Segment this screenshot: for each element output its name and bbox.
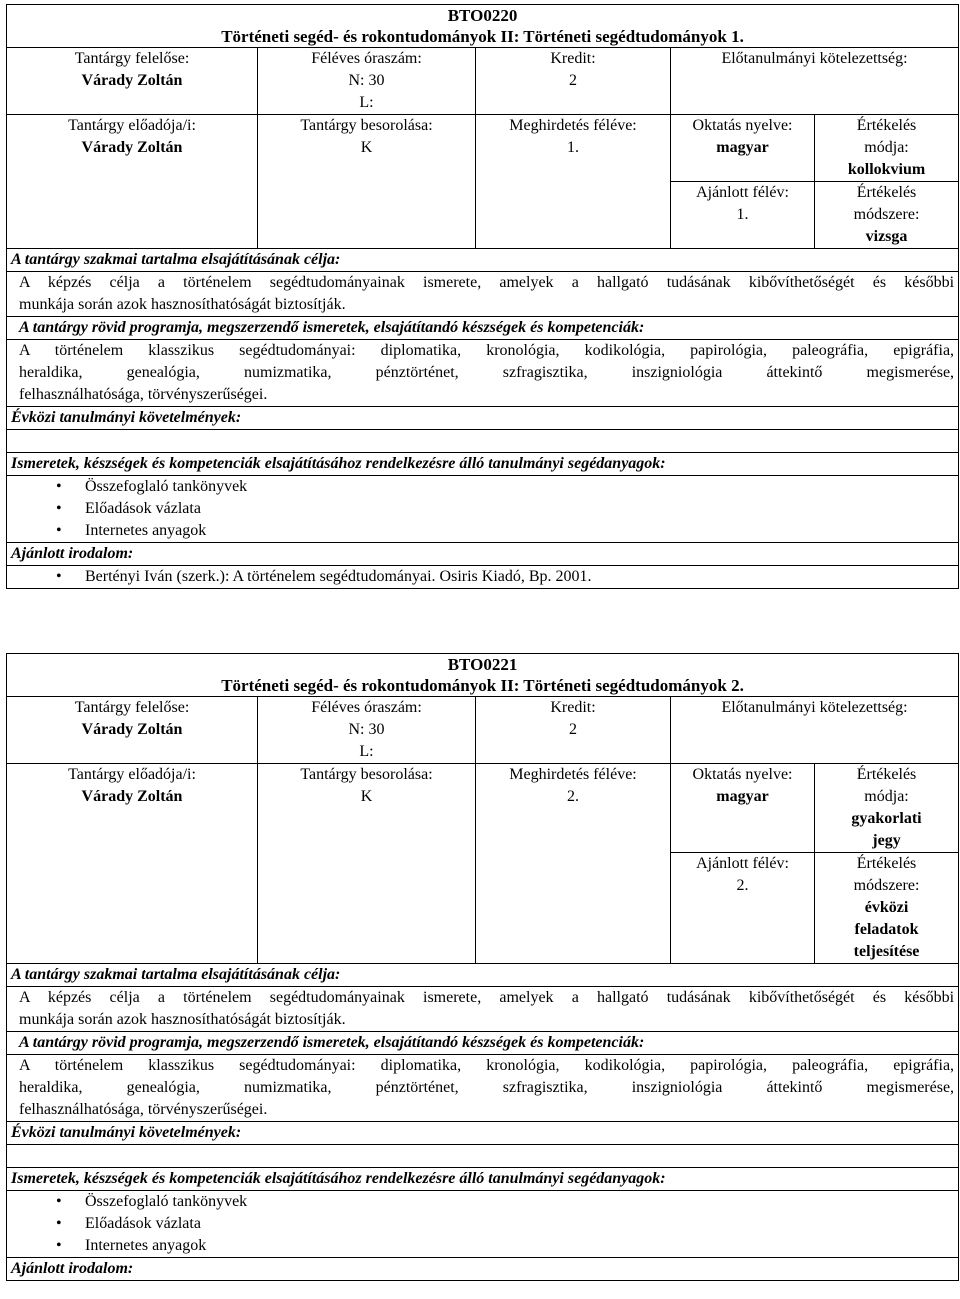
segedanyag-item: • Előadások vázlata <box>85 1213 954 1235</box>
eloado-value: Várady Zoltán <box>81 788 183 805</box>
evkozi-body <box>7 1145 959 1168</box>
program-body-row <box>7 1055 959 1122</box>
kredit-label: Kredit: <box>550 699 596 716</box>
meghirdetes-value: 1. <box>567 139 579 156</box>
irodalom-body <box>7 566 959 589</box>
nyelv-cell <box>671 115 815 182</box>
ertekeles-mod-label-2: módja: <box>864 139 909 156</box>
besorolas-label: Tantárgy besorolása: <box>300 117 433 134</box>
felelos-label: Tantárgy felelőse: <box>74 699 190 716</box>
ertekeles-szer-label-2: módszere: <box>853 206 920 223</box>
program-body <box>7 340 959 407</box>
evkozi-heading-row <box>7 407 959 430</box>
meghirdetes-cell <box>476 764 671 964</box>
course-info-row-1 <box>7 48 959 115</box>
program-body <box>7 1055 959 1122</box>
oraszam-n: N: 30 <box>348 72 385 89</box>
segedanyag-item: • Összefoglaló tankönyvek <box>85 476 954 498</box>
cel-body-row <box>7 987 959 1032</box>
segedanyag-body-row <box>7 476 959 543</box>
ertekeles-szer-value-line: teljesítése <box>853 943 920 960</box>
ertekeles-szer-label-2: módszere: <box>853 877 920 894</box>
cel-line-1: A képzés célja a történelem segédtudományainak ismerete, amelyek a hallgató tudásának kibővíthetőségét és későbbi <box>19 274 955 291</box>
ajanlott-felev-label: Ajánlott félév: <box>696 184 789 201</box>
eloado-value: Várady Zoltán <box>81 139 183 156</box>
cel-heading-row <box>7 964 959 987</box>
felelos-cell <box>7 48 258 115</box>
course-header-cell <box>7 5 959 48</box>
segedanyag-item: • Összefoglaló tankönyvek <box>85 1191 954 1213</box>
cel-line-2: munkája során azok hasznosíthatóságát biztosítják. <box>19 1011 346 1028</box>
felelos-cell <box>7 697 258 764</box>
program-heading-row <box>7 1032 959 1055</box>
oraszam-l: L: <box>359 743 374 760</box>
irodalom-heading: Ajánlott irodalom: <box>7 543 959 566</box>
course-block-2 <box>6 653 958 1281</box>
nyelv-value: magyar <box>716 139 769 156</box>
program-line-3: felhasználhatósága, törvényszerűségei. <box>19 1101 268 1118</box>
course-table <box>6 653 959 1281</box>
ajanlott-felev-cell <box>671 853 815 964</box>
oraszam-cell <box>258 48 476 115</box>
meghirdetes-value: 2. <box>567 788 579 805</box>
course-header-row <box>7 5 959 48</box>
segedanyag-body <box>7 1191 959 1258</box>
cel-body <box>7 272 959 317</box>
course-title: Történeti segéd- és rokontudományok II: Történeti segédtudományok 2. <box>221 676 744 695</box>
course-info-row-2 <box>7 764 959 853</box>
nyelv-label: Oktatás nyelve: <box>692 117 793 134</box>
program-body-row <box>7 340 959 407</box>
segedanyag-heading: Ismeretek, készségek és kompetenciák elsajátításához rendelkezésre álló tanulmányi segédanyagok: <box>7 1168 959 1191</box>
irodalom-item: • Bertényi Iván (szerk.): A történelem segédtudományai. Osiris Kiadó, Bp. 2001. <box>85 566 954 588</box>
evkozi-heading: Évközi tanulmányi követelmények: <box>7 1122 959 1145</box>
ertekeles-mod-label-1: Értékelés <box>856 766 917 783</box>
nyelv-cell <box>671 764 815 853</box>
program-line-2: heraldika, genealógia, numizmatika, pénztörténet, szfragisztika, inszigniológia áttekintő megismerése, <box>19 1079 955 1096</box>
segedanyag-list <box>11 476 954 542</box>
ertekeles-szer-value <box>819 897 954 963</box>
elotan-label: Előtanulmányi kötelezettség: <box>721 699 908 716</box>
ajanlott-felev-label: Ajánlott félév: <box>696 855 789 872</box>
course-title: Történeti segéd- és rokontudományok II: Történeti segédtudományok 1. <box>221 27 744 46</box>
nyelv-value: magyar <box>716 788 769 805</box>
ertekeles-mod-cell <box>815 115 959 182</box>
segedanyag-item: • Előadások vázlata <box>85 498 954 520</box>
program-heading: A tantárgy rövid programja, megszerzendő ismeretek, elsajátítandó készségek és kompetenciák: <box>7 1032 959 1055</box>
kredit-label: Kredit: <box>550 50 596 67</box>
irodalom-body-row <box>7 566 959 589</box>
course-code: BTO0220 <box>447 6 518 25</box>
cel-line-1: A képzés célja a történelem segédtudományainak ismerete, amelyek a hallgató tudásának kibővíthetőségét és későbbi <box>19 989 955 1006</box>
oraszam-n: N: 30 <box>348 721 385 738</box>
nyelv-label: Oktatás nyelve: <box>692 766 793 783</box>
kredit-value: 2 <box>569 721 577 738</box>
segedanyag-item: • Internetes anyagok <box>85 1235 954 1257</box>
elotan-label: Előtanulmányi kötelezettség: <box>721 50 908 67</box>
elotan-cell <box>671 697 959 764</box>
kredit-cell <box>476 48 671 115</box>
besorolas-cell <box>258 764 476 964</box>
ertekeles-szer-value-line: évközi <box>864 899 909 916</box>
cel-body-row <box>7 272 959 317</box>
meghirdetes-label: Meghirdetés féléve: <box>509 766 637 783</box>
irodalom-heading: Ajánlott irodalom: <box>7 1258 959 1281</box>
ertekeles-szer-label-1: Értékelés <box>856 184 917 201</box>
eloado-label: Tantárgy előadója/i: <box>68 117 196 134</box>
besorolas-label: Tantárgy besorolása: <box>300 766 433 783</box>
ertekeles-szer-cell <box>815 853 959 964</box>
ertekeles-mod-value-line: kollokvium <box>847 161 926 178</box>
course-header-row <box>7 654 959 697</box>
segedanyag-heading-row <box>7 1168 959 1191</box>
felelos-label: Tantárgy felelőse: <box>74 50 190 67</box>
segedanyag-heading-row <box>7 453 959 476</box>
cel-body <box>7 987 959 1032</box>
felelos-value: Várady Zoltán <box>81 72 183 89</box>
ertekeles-mod-value <box>819 159 954 181</box>
besorolas-value: K <box>360 788 373 805</box>
evkozi-body-row <box>7 430 959 453</box>
segedanyag-body <box>7 476 959 543</box>
ajanlott-felev-cell <box>671 182 815 249</box>
cel-line-2: munkája során azok hasznosíthatóságát biztosítják. <box>19 296 346 313</box>
course-block-1 <box>6 4 958 589</box>
meghirdetes-label: Meghirdetés féléve: <box>509 117 637 134</box>
oraszam-label: Féléves óraszám: <box>311 50 422 67</box>
felelos-value: Várady Zoltán <box>81 721 183 738</box>
kredit-cell <box>476 697 671 764</box>
program-heading-row <box>7 317 959 340</box>
cel-heading: A tantárgy szakmai tartalma elsajátításának célja: <box>7 964 959 987</box>
ertekeles-szer-cell <box>815 182 959 249</box>
program-line-3: felhasználhatósága, törvényszerűségei. <box>19 386 268 403</box>
ajanlott-felev-value: 1. <box>736 206 749 223</box>
ertekeles-mod-label-2: módja: <box>864 788 909 805</box>
evkozi-body-row <box>7 1145 959 1168</box>
segedanyag-list <box>11 1191 954 1257</box>
program-line-1: A történelem klasszikus segédtudományai: diplomatika, kronológia, kodikológia, papirológia, paleográfia, epigráfia, <box>19 1057 955 1074</box>
eloado-cell <box>7 115 258 249</box>
kredit-value: 2 <box>569 72 577 89</box>
cel-heading: A tantárgy szakmai tartalma elsajátításának célja: <box>7 249 959 272</box>
meghirdetes-cell <box>476 115 671 249</box>
elotan-cell <box>671 48 959 115</box>
course-code: BTO0221 <box>447 655 518 674</box>
ertekeles-mod-value-line: gyakorlati <box>851 810 922 827</box>
evkozi-body <box>7 430 959 453</box>
program-line-1: A történelem klasszikus segédtudományai: diplomatika, kronológia, kodikológia, papirológia, paleográfia, epigráfia, <box>19 342 955 359</box>
oraszam-label: Féléves óraszám: <box>311 699 422 716</box>
irodalom-list <box>11 566 954 588</box>
oraszam-l: L: <box>359 94 374 111</box>
program-line-2: heraldika, genealógia, numizmatika, pénztörténet, szfragisztika, inszigniológia áttekintő megismerése, <box>19 364 955 381</box>
besorolas-cell <box>258 115 476 249</box>
ertekeles-mod-cell <box>815 764 959 853</box>
ertekeles-mod-value <box>819 808 954 852</box>
eloado-cell <box>7 764 258 964</box>
evkozi-heading: Évközi tanulmányi követelmények: <box>7 407 959 430</box>
oraszam-cell <box>258 697 476 764</box>
course-info-row-1 <box>7 697 959 764</box>
segedanyag-item: • Internetes anyagok <box>85 520 954 542</box>
ertekeles-szer-value-line: feladatok <box>854 921 919 938</box>
course-header-cell <box>7 654 959 697</box>
segedanyag-body-row <box>7 1191 959 1258</box>
cel-heading-row <box>7 249 959 272</box>
ertekeles-mod-label-1: Értékelés <box>856 117 917 134</box>
course-table <box>6 4 959 589</box>
ertekeles-szer-value <box>819 226 954 248</box>
ertekeles-szer-value-line: vizsga <box>865 228 908 245</box>
program-heading: A tantárgy rövid programja, megszerzendő ismeretek, elsajátítandó készségek és kompetenciák: <box>7 317 959 340</box>
segedanyag-heading: Ismeretek, készségek és kompetenciák elsajátításához rendelkezésre álló tanulmányi segédanyagok: <box>7 453 959 476</box>
evkozi-heading-row <box>7 1122 959 1145</box>
ertekeles-szer-label-1: Értékelés <box>856 855 917 872</box>
irodalom-heading-row <box>7 1258 959 1281</box>
besorolas-value: K <box>360 139 373 156</box>
eloado-label: Tantárgy előadója/i: <box>68 766 196 783</box>
course-info-row-2 <box>7 115 959 182</box>
irodalom-heading-row <box>7 543 959 566</box>
ertekeles-mod-value-line: jegy <box>872 832 901 849</box>
ajanlott-felev-value: 2. <box>736 877 749 894</box>
